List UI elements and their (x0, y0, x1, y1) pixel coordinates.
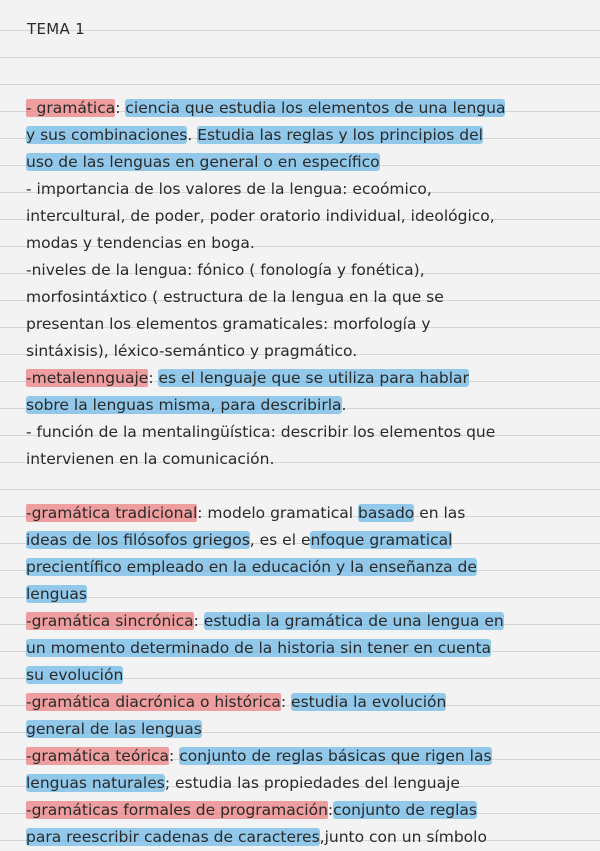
note-line (26, 284, 591, 311)
definition-highlight: ciencia que estudia los elementos de una lengua (125, 99, 506, 117)
note-text: - importancia de los valores de la lengua: ecoómico, (26, 180, 432, 198)
note-text: presentan los elementos gramaticales: morfología y (26, 315, 431, 333)
note-text: -niveles de la lengua: fónico ( fonología y fonética), (26, 261, 425, 279)
note-text: - función de la mentalingüística: describir los elementos que (26, 423, 496, 441)
note-line (26, 95, 591, 122)
note-text: sintáxisis), léxico-semántico y pragmático. (26, 342, 358, 360)
note-line (26, 527, 591, 554)
definition-highlight: conjunto de reglas básicas que rigen las (179, 747, 492, 765)
note-line (26, 500, 591, 527)
note-text: modas y tendencias en boga. (26, 234, 255, 252)
note-text: ; estudia las propiedades del lenguaje (164, 774, 460, 792)
note-line (26, 149, 591, 176)
note-line (26, 716, 591, 743)
note-line (26, 797, 591, 824)
note-line (26, 581, 591, 608)
definition-highlight: general de las lenguas (26, 720, 202, 738)
note-line (26, 608, 591, 635)
note-text: : (193, 612, 204, 630)
notes-list (26, 95, 591, 851)
note-line (26, 122, 591, 149)
page-title: TEMA 1 (27, 20, 85, 38)
definition-highlight: Estudia las reglas y los principios del (197, 126, 483, 144)
definition-highlight: estudia la gramática de una lengua en (203, 612, 504, 630)
term-highlight: -metalennguaje (26, 369, 149, 387)
term-highlight: -gramática diacrónica o histórica (26, 693, 281, 711)
note-text: ,junto con un símbolo (319, 828, 487, 846)
note-text: , es el e (249, 531, 311, 549)
note-line (26, 689, 591, 716)
note-text: : (327, 801, 334, 819)
definition-highlight: uso de las lenguas en general o en específico (26, 153, 380, 171)
note-line (26, 203, 591, 230)
note-line (26, 176, 591, 203)
note-line (26, 662, 591, 689)
definition-highlight: precientífico empleado en la educación y la enseñanza de (26, 558, 477, 576)
note-line (26, 392, 591, 419)
note-line (26, 770, 591, 797)
note-text: morfosintáxtico ( estructura de la lengua en la que se (26, 288, 444, 306)
note-text: intercultural, de poder, poder oratorio individual, ideológico, (26, 207, 495, 225)
note-text: : modelo gramatical (197, 504, 359, 522)
note-line (26, 743, 591, 770)
note-line (26, 635, 591, 662)
note-text: : (148, 369, 159, 387)
definition-highlight: y sus combinaciones (26, 126, 188, 144)
note-text: . (341, 396, 347, 414)
note-line (26, 257, 591, 284)
term-highlight: - gramática (26, 99, 116, 117)
definition-highlight: conjunto de reglas (333, 801, 477, 819)
note-line (26, 554, 591, 581)
definition-highlight: un momento determinado de la historia sin tener en cuenta (26, 639, 492, 657)
note-text: : (169, 747, 180, 765)
note-line (26, 419, 591, 446)
term-highlight: -gramática sincrónica (26, 612, 194, 630)
definition-highlight: lenguas (26, 585, 87, 603)
note-text: : (280, 693, 292, 711)
note-line (26, 365, 591, 392)
note-text: intervienen en la comunicación. (26, 450, 275, 468)
definition-highlight: basado (358, 504, 415, 522)
term-highlight: -gramática tradicional (26, 504, 198, 522)
definition-highlight: para reescribir cadenas de caracteres (26, 828, 320, 846)
definition-highlight: es el lenguaje que se utiliza para hablar (158, 369, 469, 387)
note-line (26, 824, 591, 851)
note-text: : (115, 99, 126, 117)
definition-highlight: sobre la lenguas misma, para describirla (26, 396, 342, 414)
note-line (26, 230, 591, 257)
note-text: en las (414, 504, 466, 522)
definition-highlight: ideas de los filósofos griegos (26, 531, 250, 549)
term-highlight: -gramática teórica (26, 747, 170, 765)
definition-highlight: nfoque gramatical (310, 531, 453, 549)
definition-highlight: estudia la evolución (291, 693, 447, 711)
note-line (26, 338, 591, 365)
note-text: . (187, 126, 198, 144)
blank-line (26, 473, 591, 500)
note-line (26, 446, 591, 473)
term-highlight: -gramáticas formales de programación (26, 801, 328, 819)
note-line (26, 311, 591, 338)
definition-highlight: lenguas naturales (26, 774, 165, 792)
definition-highlight: su evolución (26, 666, 124, 684)
